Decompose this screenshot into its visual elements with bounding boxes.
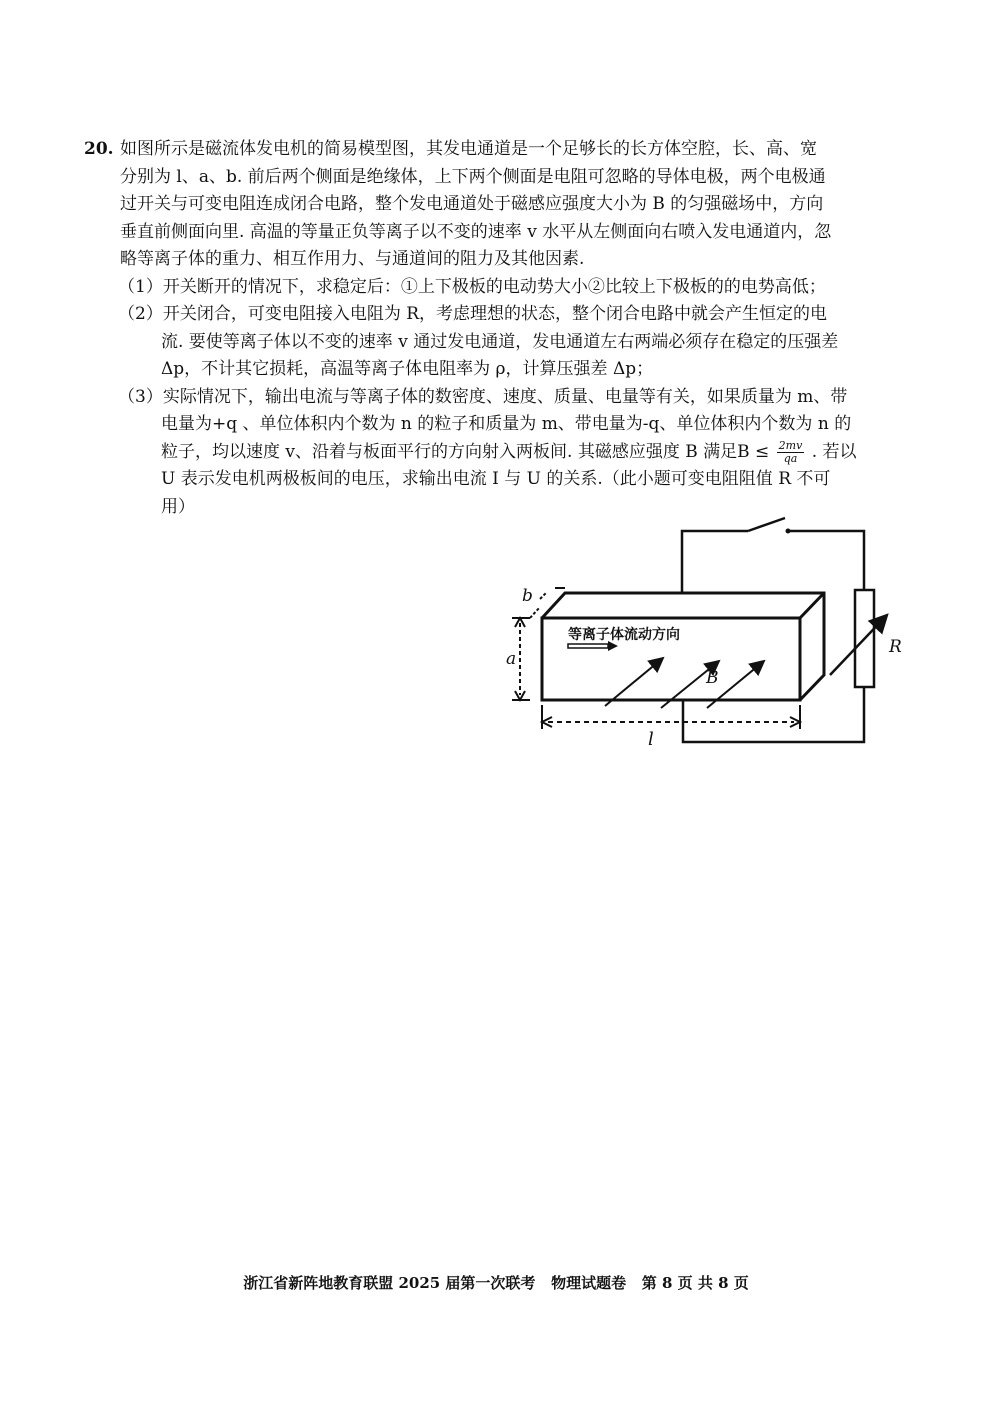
intro-line-2: 分别为 l、a、b. 前后两个侧面是绝缘体，上下两个侧面是电阻可忽略的导体电极，两个电极通 — [120, 166, 826, 187]
flow-label: 等离子体流动方向 — [568, 627, 680, 643]
fraction-numerator: 2mv — [778, 438, 803, 452]
footer-text: 浙江省新阵地教育联盟 2025 届第一次联考 物理试题卷 第 8 页 共 8 页 — [243, 1274, 749, 1292]
intro-line-4: 垂直前侧面向里. 高温的等量正负等离子以不变的速率 v 水平从左侧面向右喷入发电通道内，忽 — [120, 221, 832, 242]
question-1: （1）开关断开的情况下，求稳定后：①上下极板的电动势大小②比较上下极板的的电势高低； — [118, 276, 826, 297]
mhd-generator-diagram — [490, 515, 910, 755]
question-3-line-2: 电量为+q 、单位体积内个数为 n 的粒子和质量为 m、带电量为-q、单位体积内个数为 n 的 — [161, 414, 852, 434]
length-label: l — [648, 729, 654, 750]
height-label: a — [506, 649, 517, 669]
question-3-line-3-tail: . 若以 — [811, 441, 857, 462]
intro-line-1: 如图所示是磁流体发电机的简易模型图，其发电通道是一个足够长的长方体空腔，长、高、宽 — [120, 139, 817, 159]
fraction-2mv-qa — [777, 440, 805, 465]
question-2-line-2: 流. 要使等离子体以不变的速率 v 通过发电通道，发电通道左右两端必须存在稳定的压强差 — [161, 331, 839, 352]
question-3-line-4: U 表示发电机两极板间的电压，求输出电流 I 与 U 的关系.（此小题可变电阻阻值 R 不可 — [161, 469, 831, 489]
question-3-line-3-text: 粒子，均以速度 v、沿着与板面平行的方向射入两板间. 其磁感应强度 B 满足B ≤ — [161, 441, 770, 462]
fraction-denominator: qa — [783, 451, 798, 465]
width-label: b — [522, 586, 533, 606]
question-3-line-5: 用） — [161, 496, 195, 517]
circuit-wires — [682, 518, 864, 742]
intro-line-5: 略等离子体的重力、相互作用力、与通道间的阻力及其他因素. — [120, 249, 585, 269]
length-dimension — [542, 705, 800, 729]
page-footer — [0, 1272, 992, 1293]
question-2-line-3: Δp，不计其它损耗，高温等离子体电阻率为 ρ，计算压强差 Δp； — [161, 359, 654, 379]
question-3-line-3 — [161, 439, 857, 467]
question-3-line-1: （3）实际情况下，输出电流与等离子体的数密度、速度、质量、电量等有关，如果质量为 m、带 — [118, 386, 848, 407]
problem-number: 20. — [84, 139, 114, 159]
resistor-label: R — [889, 637, 902, 657]
b-field-label: B — [706, 668, 719, 688]
question-2-line-1: （2）开关闭合，可变电阻接入电阻为 R，考虑理想的状态，整个闭合电路中就会产生恒定的电 — [118, 304, 828, 324]
switch-contact — [786, 529, 791, 534]
intro-line-3: 过开关与可变电阻连成闭合电路，整个发电通道处于磁感应强度大小为 B 的匀强磁场中，方向 — [120, 194, 824, 214]
